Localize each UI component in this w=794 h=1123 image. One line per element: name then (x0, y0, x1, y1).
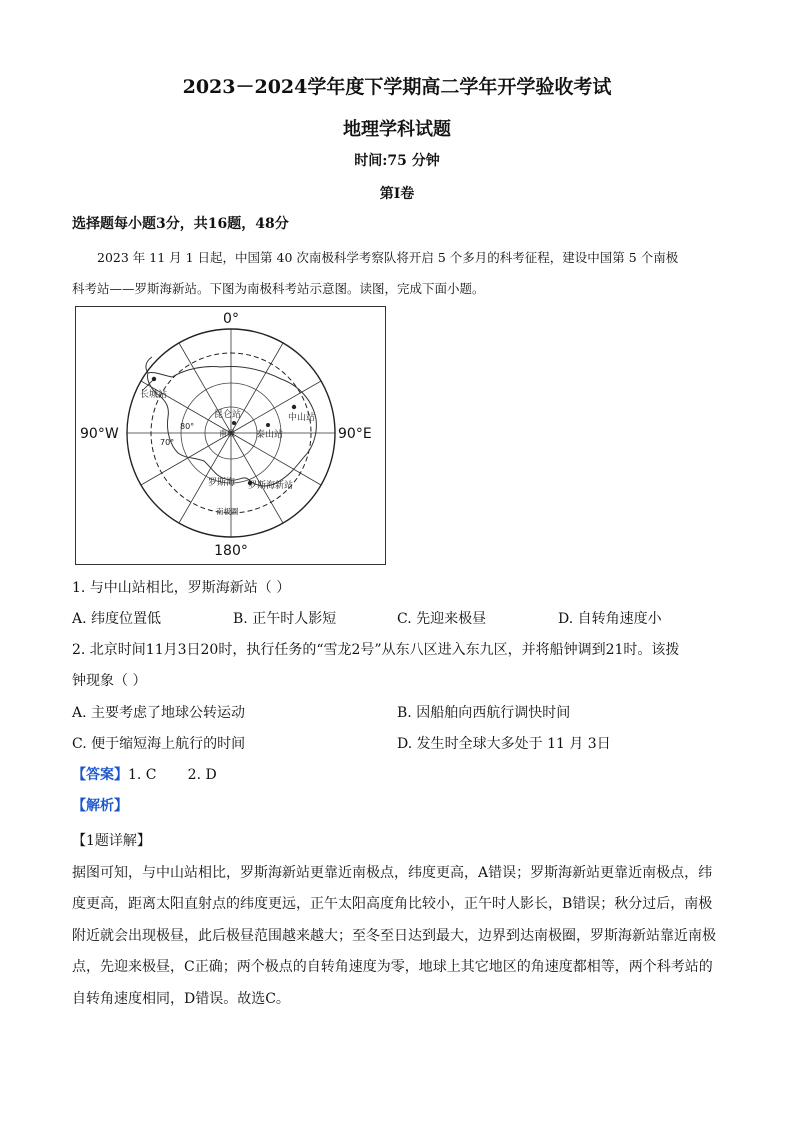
map-label-zhongshan: 中山站 (288, 413, 316, 423)
map-label-kunlun: 昆仑站 (214, 410, 242, 420)
taishan-station-dot (266, 423, 270, 427)
map-label-lat-70: 70° (160, 438, 175, 447)
question-2-option-a: A. 主要考虑了地球公转运动 (72, 705, 246, 721)
map-label-lat-80: 80° (180, 422, 195, 431)
analysis-line-4: 点，先迎来极昼，C正确；两个极点的自转角速度为零，地球上其它地区的角速度都相等，两个科考站的 (72, 959, 713, 975)
map-label-lon-top: 0° (223, 311, 239, 327)
question-2-stem-line-2: 钟现象（ ） (72, 673, 147, 689)
question-1-option-d: D. 自转角速度小 (558, 611, 662, 627)
peninsula-outline (146, 357, 152, 373)
question-2-option-b: B. 因船舶向西航行调快时间 (397, 705, 571, 721)
exam-title: 2023－2024学年度下学期高二学年开学验收考试 (182, 76, 612, 98)
question-2-option-d: D. 发生时全球大多处于 11 月 3日 (397, 736, 611, 752)
analysis-line-1: 据图可知，与中山站相比，罗斯海新站更靠近南极点，纬度更高，A错误；罗斯海新站更靠近南极点，纬 (72, 864, 713, 881)
intro-paragraph (72, 242, 722, 304)
map-label-antarctic-circle: 南极圈 (216, 507, 239, 516)
map-label-lon-bottom: 180° (214, 543, 248, 559)
section-heading: 选择题每小题3分，共16题，48分 (72, 216, 289, 232)
map-label-changcheng: 长城站 (140, 390, 168, 400)
analysis-body (72, 826, 722, 1015)
exam-time: 时间:75 分钟 (354, 153, 440, 169)
map-label-taishan: 泰山站 (256, 430, 284, 440)
map-label-ross-sea: 罗斯海 (208, 478, 236, 488)
question-1-option-a: A. 纬度位置低 (72, 611, 162, 627)
question-1-stem: 1. 与中山站相比，罗斯海新站（ ） (72, 580, 291, 596)
answer-line (72, 764, 217, 784)
analysis-label: 【解析】 (72, 798, 128, 814)
question-2-option-c: C. 便于缩短海上航行的时间 (72, 736, 246, 752)
analysis-line-2: 度更高，距离太阳直射点的纬度更远，正午太阳高度角比较小，正午时人影长，B错误；秋分过后，南极 (72, 896, 713, 912)
answer-value: 1. C 2. D (128, 767, 217, 783)
analysis-sub-heading: 【1题详解】 (72, 833, 151, 849)
question-2-stem-line-1: 2. 北京时间11月3日20时，执行任务的“雪龙2号”从东八区进入东九区，并将船钟调到21时。该拨 (72, 642, 680, 658)
intro-line-2: 科考站——罗斯海新站。下图为南极科考站示意图。读图，完成下面小题。 (72, 281, 485, 296)
question-1-option-b: B. 正午时人影短 (233, 611, 337, 627)
intro-line-1: 2023 年 11 月 1 日起，中国第 40 次南极科学考察队将开启 5 个多月的科考征程，建设中国第 5 个南极 (97, 250, 679, 265)
antarctica-map-figure (75, 306, 386, 565)
zhongshan-station-dot (292, 405, 296, 409)
map-label-pole: 南极 (219, 429, 235, 438)
analysis-line-3: 附近就会出现极昼，此后极昼范围越来越大；至冬至日达到最大，边界到达南极圈，罗斯海新站靠近南极 (72, 927, 716, 944)
map-label-rosssea-station: 罗斯海新站 (248, 481, 294, 491)
exam-volume: 第Ⅰ卷 (379, 186, 415, 202)
antarctica-map (76, 307, 385, 564)
kunlun-station-dot (232, 421, 236, 425)
map-label-lon-left: 90°W (80, 426, 119, 442)
question-1-option-c: C. 先迎来极昼 (397, 611, 487, 627)
exam-subject: 地理学科试题 (343, 119, 451, 140)
analysis-line-5: 自转角速度相同，D错误。故选C。 (72, 990, 290, 1007)
map-label-lon-right: 90°E (338, 426, 372, 442)
answer-label: 【答案】 (72, 767, 128, 783)
